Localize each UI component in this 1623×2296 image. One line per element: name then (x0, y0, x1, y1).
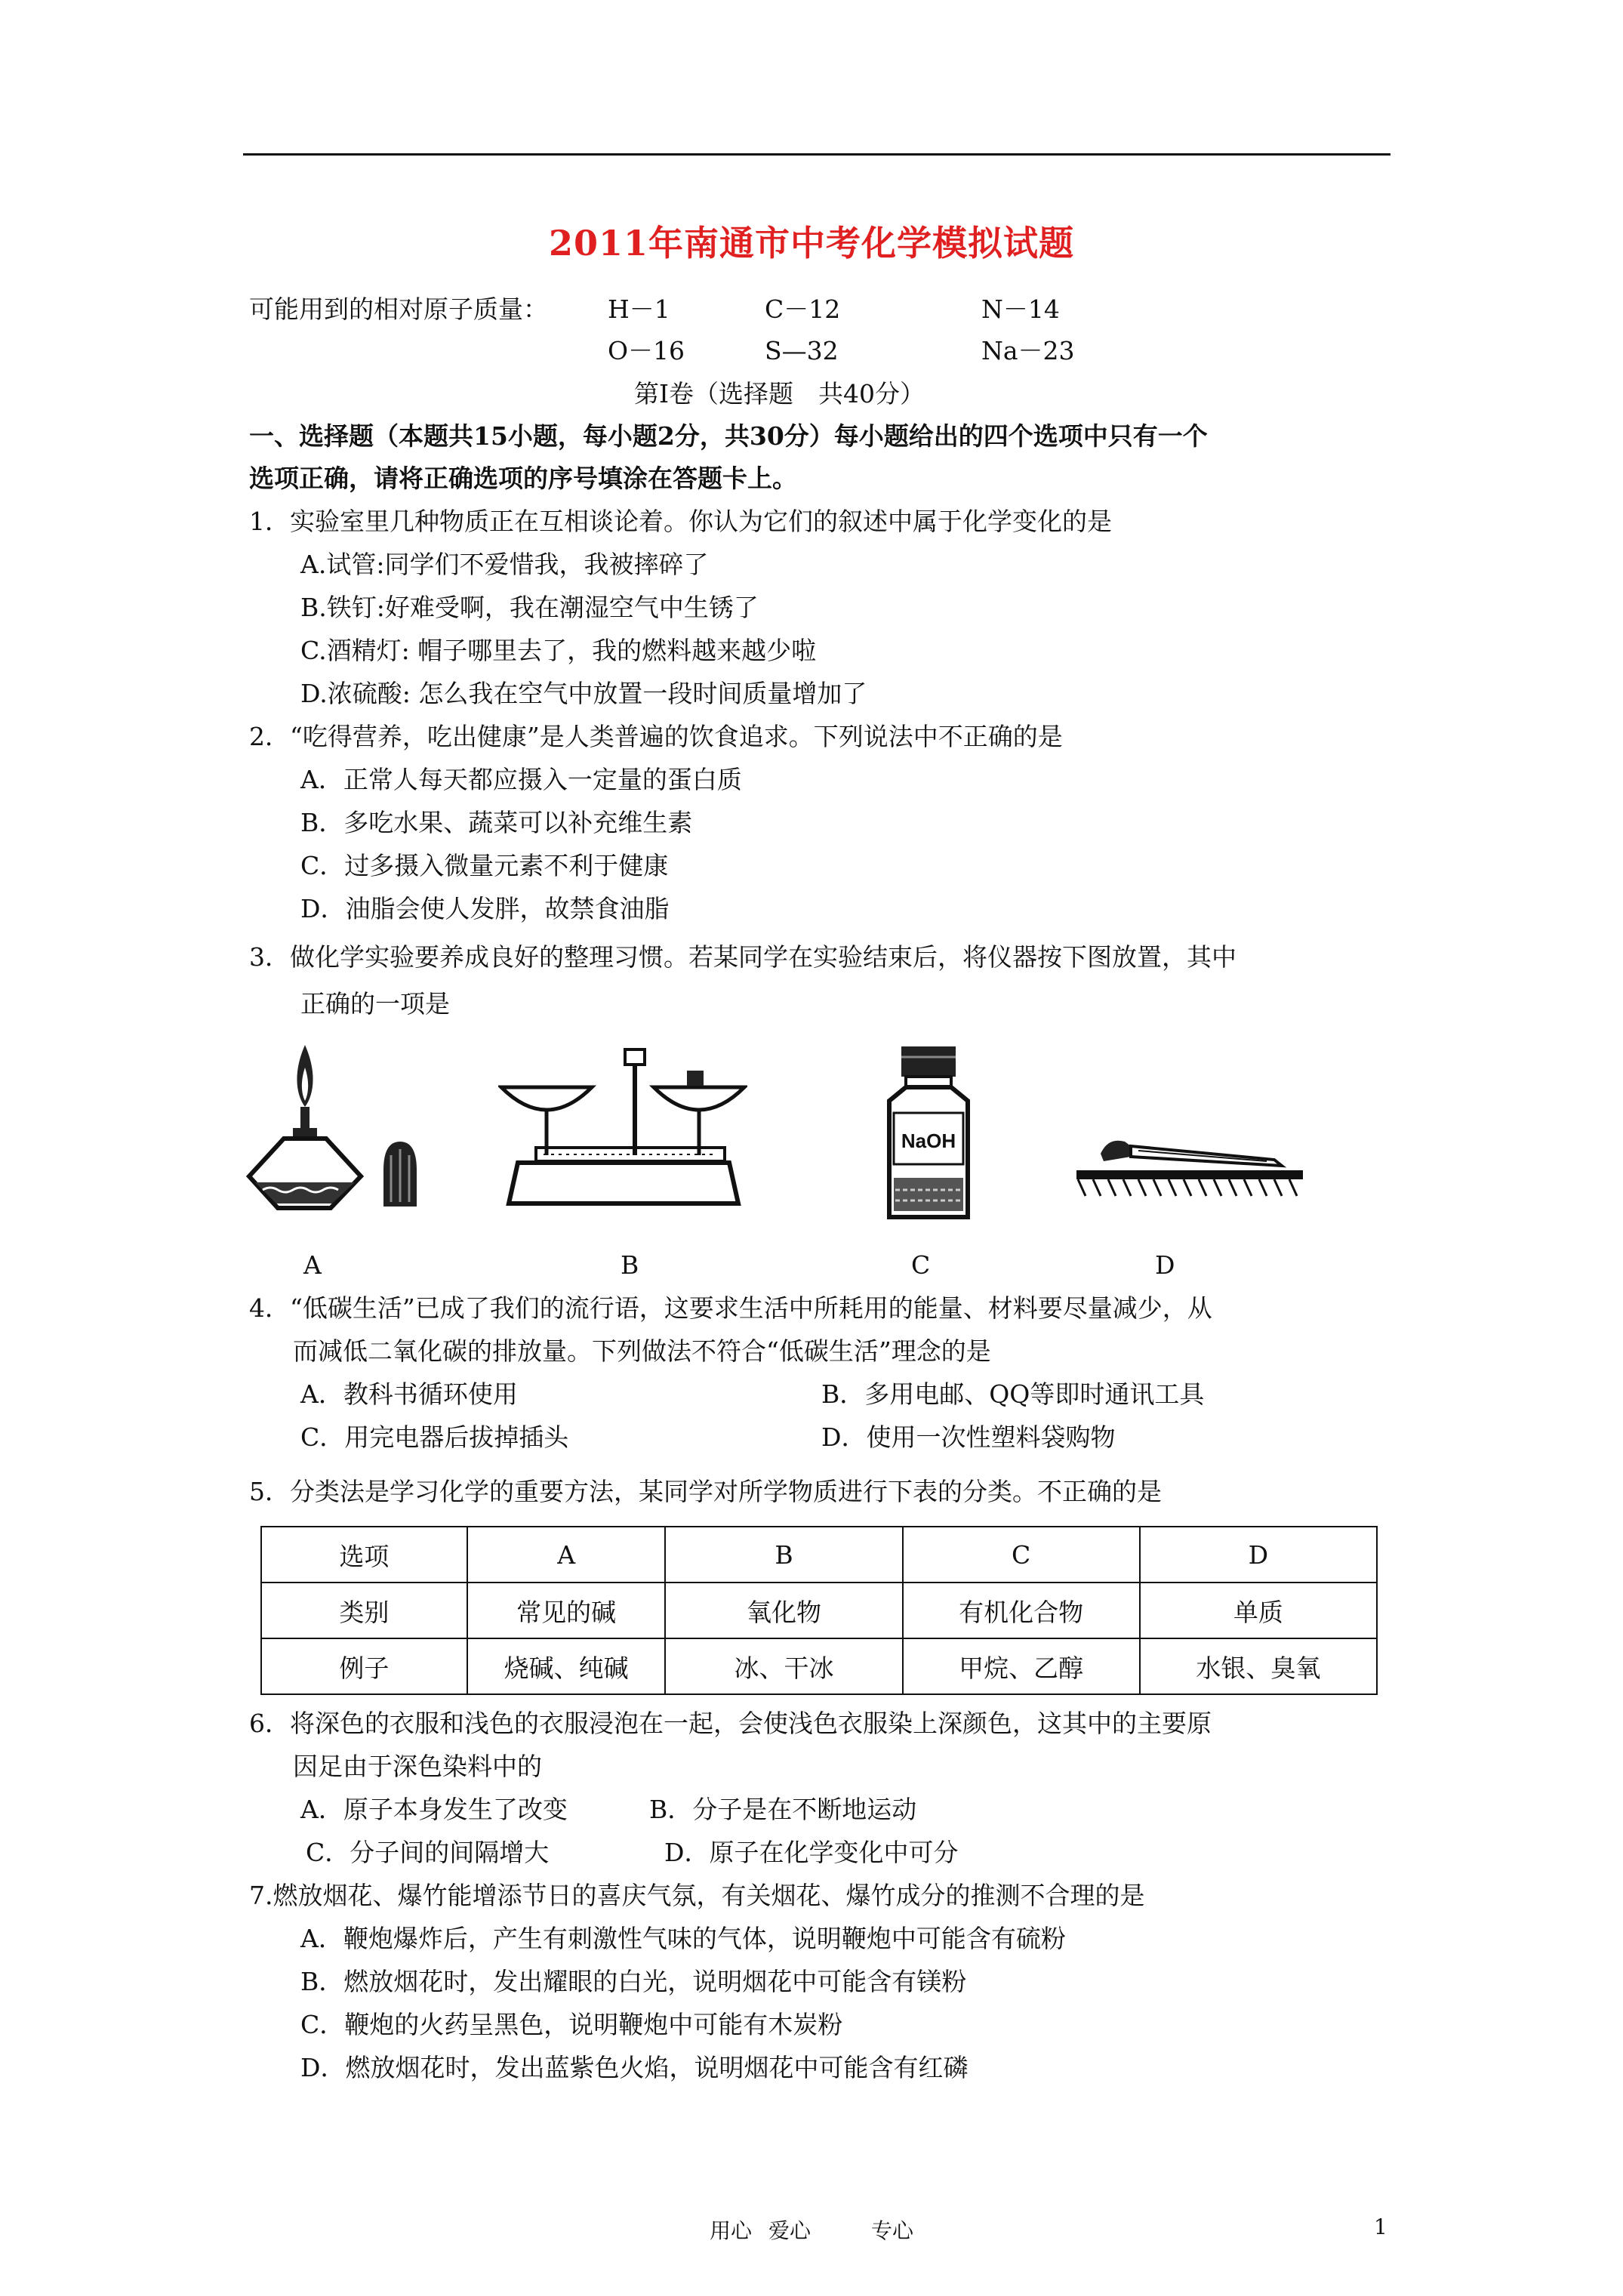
table-cell: 选项 (261, 1527, 467, 1583)
footer-slogan-1: 用心 (710, 2218, 753, 2243)
table-cell: 类别 (261, 1583, 467, 1638)
figure-label-c: C (911, 1250, 931, 1280)
q1-stem: 1．实验室里几种物质正在互相谈论着。你认为它们的叙述中属于化学变化的是 (249, 507, 1112, 536)
alcohol-lamp-figure (240, 1042, 429, 1216)
footer-slogan-2: 爱心 (768, 2218, 812, 2243)
q2-option-c: C．过多摄入微量元素不利于健康 (300, 851, 669, 880)
q4-option-a: A．教科书循环使用 (300, 1379, 518, 1409)
q3-stem-line1: 3．做化学实验要养成良好的整理习惯。若某同学在实验结束后，将仪器按下图放置，其中 (249, 942, 1236, 972)
table-cell: 氧化物 (665, 1583, 902, 1638)
balance-figure (498, 1042, 747, 1216)
q7-stem: 7.燃放烟花、爆竹能增添节日的喜庆气氛，有关烟花、爆竹成分的推测不合理的是 (249, 1881, 1145, 1910)
atomic-mass-na: Na－23 (981, 336, 1075, 365)
q6-option-a: A．原子本身发生了改变 (300, 1795, 568, 1824)
footer-slogan-3: 专心 (871, 2218, 914, 2243)
figure-label-d: D (1155, 1250, 1175, 1280)
q1-option-b: B.铁钉:好难受啊，我在潮湿空气中生锈了 (300, 593, 759, 622)
atomic-mass-h: H－1 (608, 294, 670, 324)
q2-stem: 2．“吃得营养，吃出健康”是人类普遍的饮食追求。下列说法中不正确的是 (249, 722, 1063, 751)
q5-stem: 5．分类法是学习化学的重要方法，某同学对所学物质进行下表的分类。不正确的是 (249, 1477, 1162, 1506)
table-row (261, 1638, 1377, 1694)
classification-table (260, 1526, 1378, 1695)
q2-option-d: D．油脂会使人发胖，故禁食油脂 (300, 894, 670, 923)
q6-option-b: B．分子是在不断地运动 (649, 1795, 917, 1824)
q6-stem-line2: 因足由于深色染料中的 (293, 1752, 542, 1781)
q7-option-c: C．鞭炮的火药呈黑色，说明鞭炮中可能有木炭粉 (300, 2010, 843, 2039)
q2-option-a: A．正常人每天都应摄入一定量的蛋白质 (300, 765, 742, 794)
atomic-mass-n: N－14 (981, 294, 1060, 324)
figure-label-b: B (621, 1250, 639, 1280)
q1-option-a: A.试管:同学们不爱惜我，我被摔碎了 (300, 550, 709, 579)
q7-option-a: A．鞭炮爆炸后，产生有刺激性气味的气体，说明鞭炮中可能含有硫粉 (300, 1924, 1066, 1953)
q7-option-b: B．燃放烟花时，发出耀眼的白光，说明烟花中可能含有镁粉 (300, 1967, 967, 1996)
table-cell: 例子 (261, 1638, 467, 1694)
part1-line1: 一、选择题（本题共15小题，每小题2分，共30分）每小题给出的四个选项中只有一个 (249, 421, 1208, 451)
header-rule (243, 153, 1390, 156)
q4-stem-line2: 而减低二氧化碳的排放量。下列做法不符合“低碳生活”理念的是 (293, 1336, 991, 1366)
atomic-mass-c: C－12 (765, 294, 841, 324)
table-cell: 水银、臭氧 (1140, 1638, 1377, 1694)
table-cell: 有机化合物 (903, 1583, 1140, 1638)
bottle-label: NaOH (901, 1130, 956, 1152)
naoh-bottle-figure (883, 1042, 974, 1223)
table-row (261, 1583, 1377, 1638)
table-cell: C (903, 1527, 1140, 1583)
section-header: 第Ⅰ卷（选择题 共40分） (634, 379, 925, 408)
page-title: 2011年南通市中考化学模拟试题 (548, 223, 1075, 264)
q6-option-d: D．原子在化学变化中可分 (664, 1838, 959, 1867)
q4-option-d: D．使用一次性塑料袋购物 (821, 1422, 1116, 1452)
q6-option-c: C．分子间的间隔增大 (306, 1838, 550, 1867)
table-row (261, 1527, 1377, 1583)
table-cell: 常见的碱 (467, 1583, 666, 1638)
atomic-mass-s: S—32 (765, 336, 839, 365)
table-cell: 单质 (1140, 1583, 1377, 1638)
figure-label-a: A (303, 1250, 322, 1280)
table-cell: D (1140, 1527, 1377, 1583)
q6-stem-line1: 6．将深色的衣服和浅色的衣服浸泡在一起，会使浅色衣服染上深颜色，这其中的主要原 (249, 1709, 1212, 1738)
table-cell: 冰、干冰 (665, 1638, 902, 1694)
q4-stem-line1: 4．“低碳生活”已成了我们的流行语，这要求生活中所耗用的能量、材料要尽量减少，从 (249, 1293, 1212, 1323)
q3-stem-line2: 正确的一项是 (300, 989, 450, 1019)
q4-option-c: C．用完电器后拔掉插头 (300, 1422, 569, 1452)
table-cell: 甲烷、乙醇 (903, 1638, 1140, 1694)
table-cell: B (665, 1527, 902, 1583)
dropper-figure (1070, 1123, 1312, 1207)
table-cell: 烧碱、纯碱 (467, 1638, 666, 1694)
q1-option-d: D.浓硫酸: 怎么我在空气中放置一段时间质量增加了 (300, 679, 867, 708)
part1-line2: 选项正确，请将正确选项的序号填涂在答题卡上。 (249, 464, 797, 493)
q4-option-b: B．多用电邮、QQ等即时通讯工具 (821, 1379, 1205, 1409)
q1-option-c: C.酒精灯: 帽子哪里去了，我的燃料越来越少啦 (300, 636, 817, 665)
q7-option-d: D．燃放烟花时，发出蓝紫色火焰，说明烟花中可能含有红磷 (300, 2053, 969, 2082)
q2-option-b: B．多吃水果、蔬菜可以补充维生素 (300, 808, 693, 837)
atomic-mass-label: 可能用到的相对原子质量： (249, 294, 548, 324)
page-number: 1 (1374, 2214, 1387, 2239)
atomic-mass-o: O－16 (608, 336, 685, 365)
table-cell: A (467, 1527, 666, 1583)
